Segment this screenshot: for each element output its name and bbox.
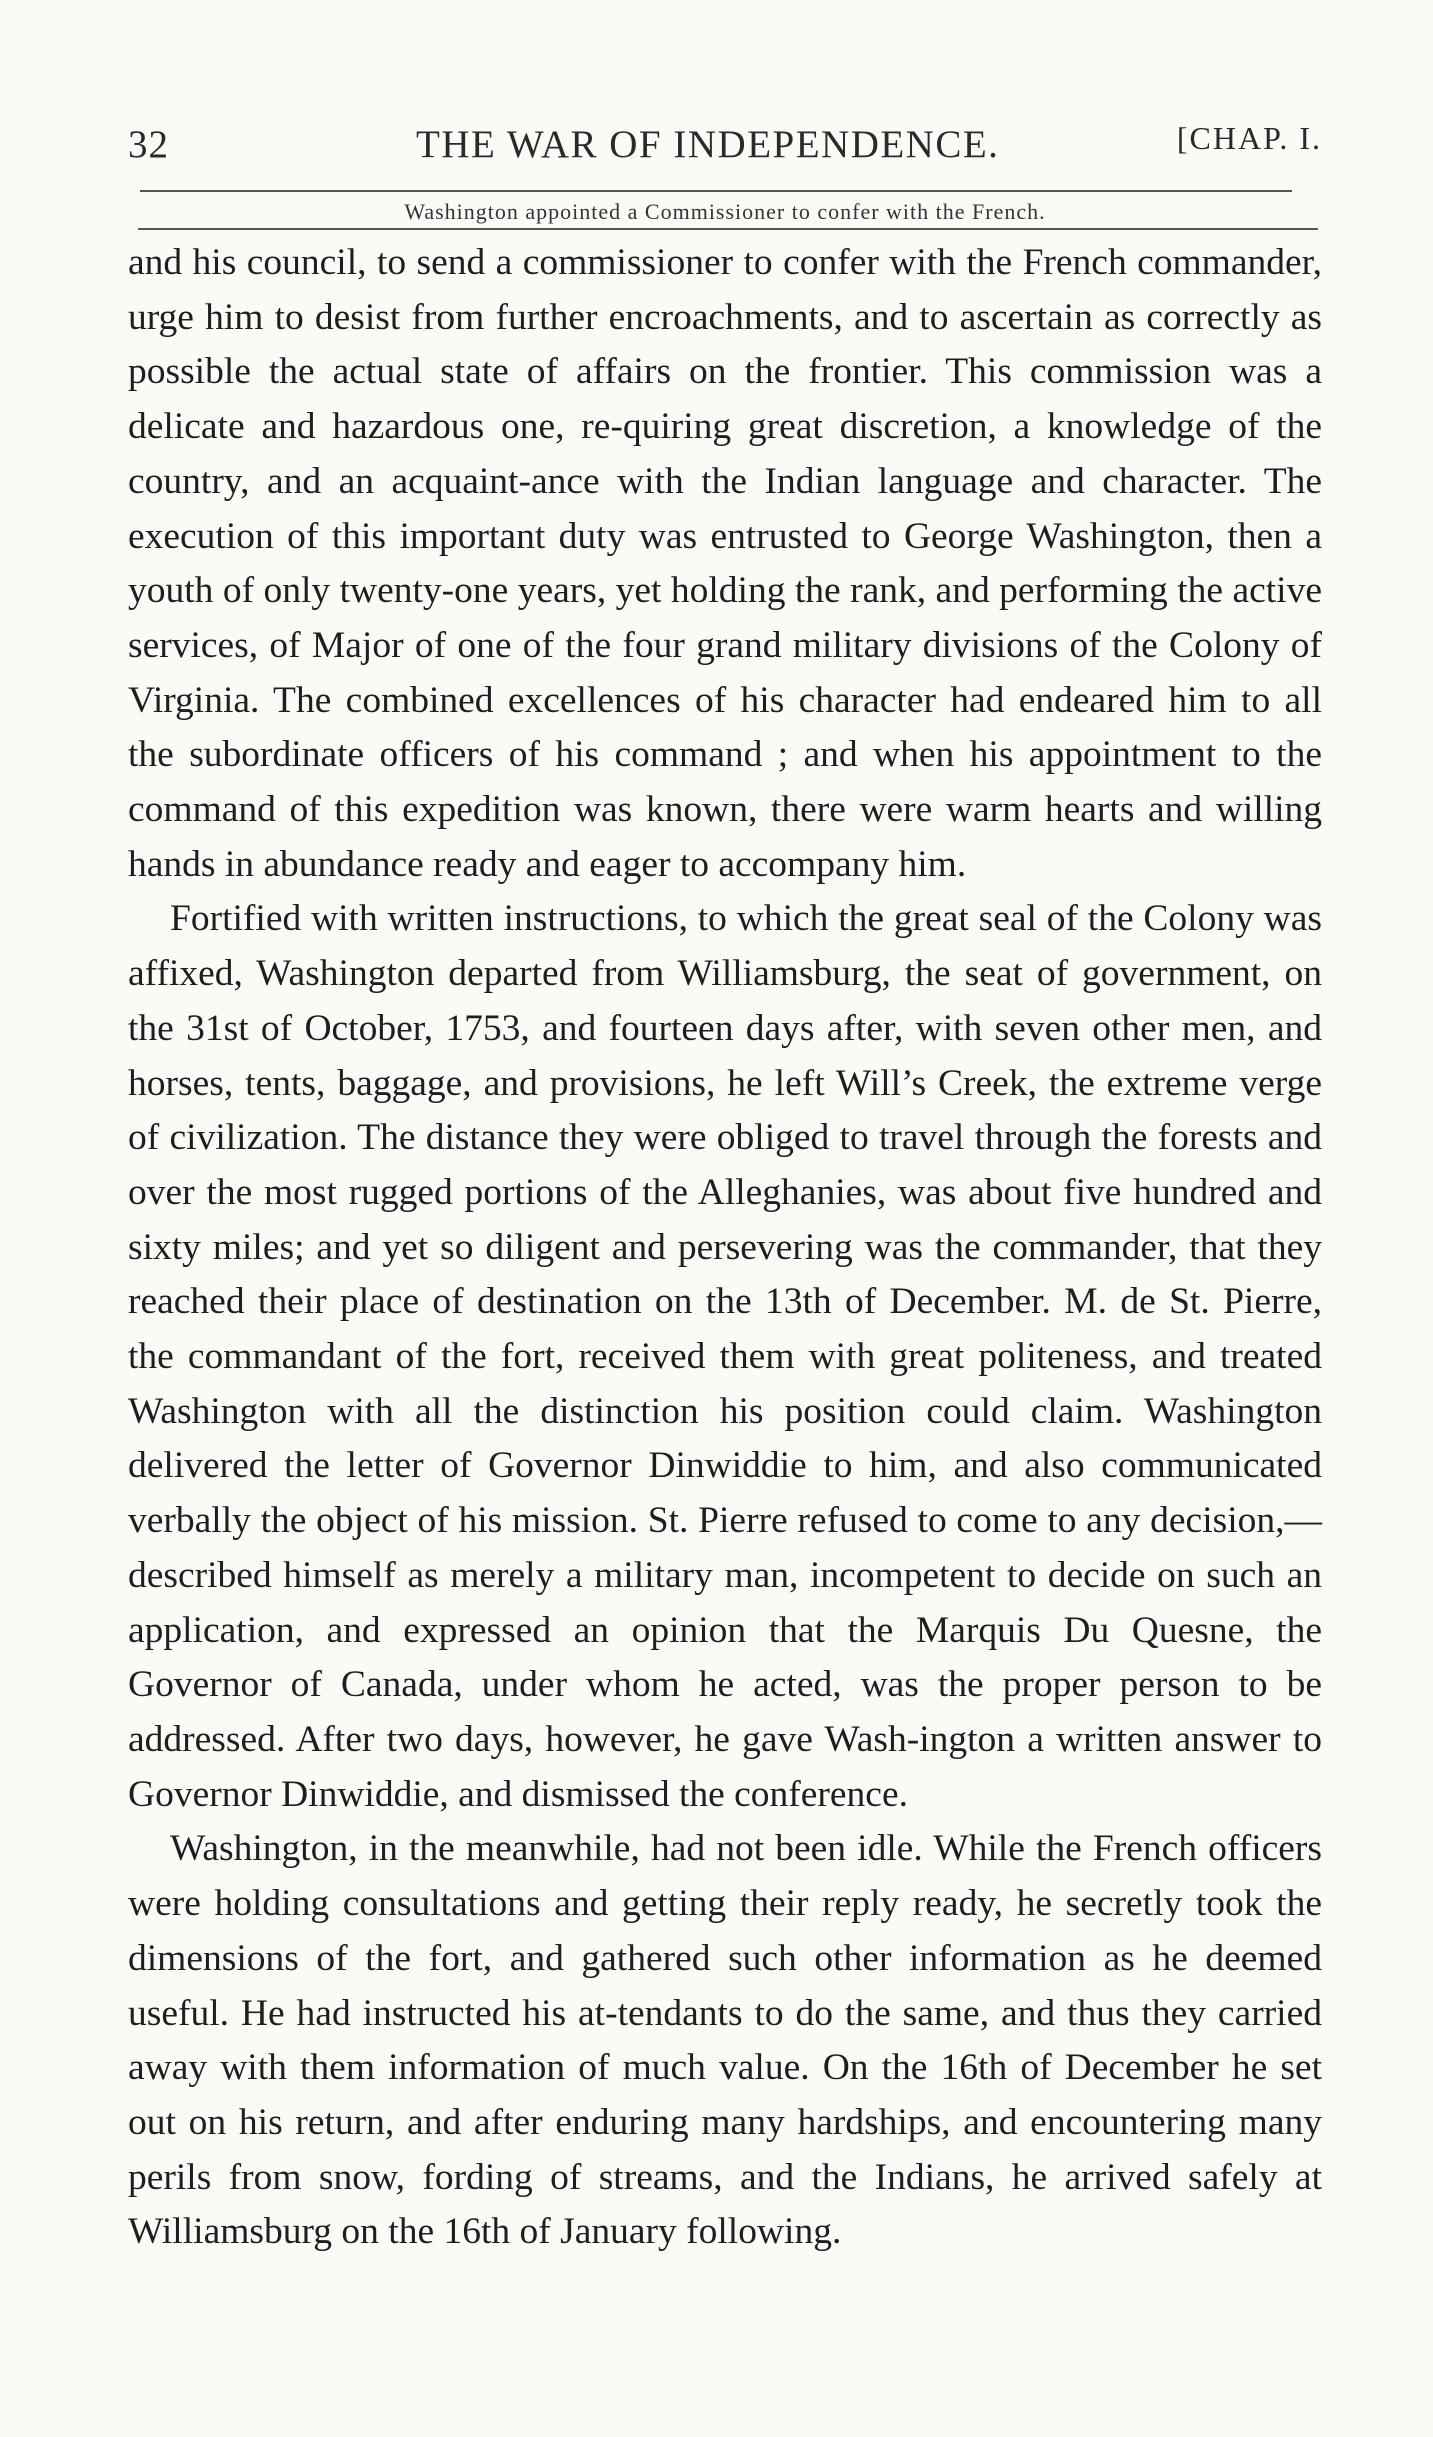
paragraph-1: and his council, to send a commissioner to confer with the French commander, urge him to desist from further encroachments, and to ascertain as correctly as possible the actual state of affairs on the frontier. This commission was a delicate and hazardous one, re-quiring great discretion, a knowledge of the country, and an acquaint-ance with the Indian language and character. The execution of this important duty was entrusted to George Washington, then a youth of only twenty-one years, yet holding the rank, and performing the active services, of Major of one of the four grand military divisions of the Colony of Virginia. The combined excellences of his character had endeared him to all the subordinate officers of his command ; and when his appointment to the command of this expedition was known, there were warm hearts and willing hands in abundance ready and eager to accompany him.: [128, 242, 1322, 885]
subhead-rule: [138, 228, 1318, 230]
chapter-reference: [CHAP. I.: [1176, 120, 1322, 156]
paragraph-2: Fortified with written instructions, to which the great seal of the Colony was affixed, Washington departed from Williamsburg, the seat of government, on the 31st of October, 1753, and fourteen days after, with seven other men, and horses, tents, baggage, and provisions, he left Will’s Creek, the extreme verge of civilization. The distance they were obliged to travel through the forests and over the most rugged portions of the Alleghanies, was about five hundred and sixty miles; and yet so diligent and persevering was the commander, that they reached their place of destination on the 13th of December. M. de St. Pierre, the commandant of the fort, received them with great politeness, and treated Washington with all the distinction his position could claim. Washington delivered the letter of Governor Dinwiddie to him, and also communicated verbally the object of his mission. St. Pierre refused to come to any decision,—described himself as merely a military man, incompetent to decide on such an application, and expressed an opinion that the Marquis Du Quesne, the Governor of Canada, under whom he acted, was the proper person to be addressed. After two days, however, he gave Wash-ington a written answer to Governor Dinwiddie, and dismissed the conference.: [128, 898, 1322, 1815]
running-head: [128, 112, 1322, 176]
book-page: [128, 112, 1322, 2260]
section-subhead: Washington appointed a Commissioner to confer with the French.: [404, 199, 1046, 224]
paragraph-3: Washington, in the meanwhile, had not been idle. While the French officers were holding consultations and getting their reply ready, he secretly took the dimensions of the fort, and gathered such other information as he deemed useful. He had instructed his at-tendants to do the same, and thus they carried away with them information of much value. On the 16th of December he set out on his return, and after enduring many hardships, and encountering many perils from snow, fording of streams, and the Indians, he arrived safely at Williamsburg on the 16th of January following.: [128, 1828, 1322, 2253]
page-number: 32: [128, 123, 169, 166]
body-text: [128, 236, 1322, 2260]
header-rule: [140, 190, 1292, 192]
running-title: THE WAR OF INDEPENDENCE.: [416, 123, 1000, 166]
